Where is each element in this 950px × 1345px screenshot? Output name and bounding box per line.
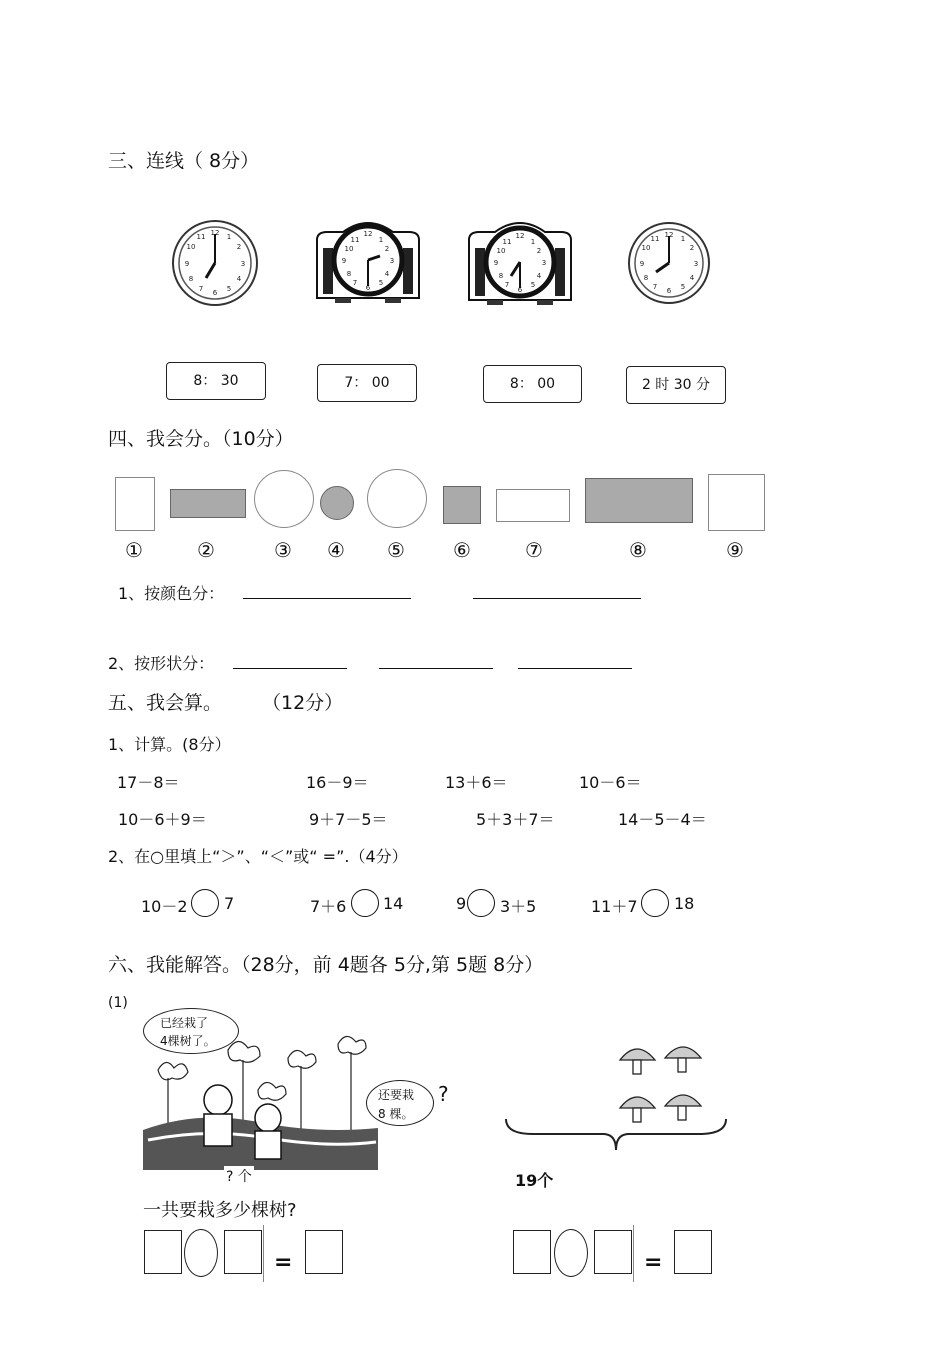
time-box: 8： 30 (166, 362, 266, 400)
svg-text:7: 7 (504, 281, 510, 289)
calc-item: 17－8＝ (117, 773, 180, 792)
answer-box[interactable] (513, 1230, 551, 1274)
svg-text:12: 12 (664, 231, 674, 239)
bubble-text: 还要栽 (378, 1088, 415, 1102)
svg-text:11: 11 (196, 233, 206, 241)
answer-box[interactable] (305, 1230, 343, 1274)
svg-text:3: 3 (389, 257, 395, 265)
compare-circle[interactable] (191, 889, 219, 917)
svg-text:11: 11 (350, 236, 360, 244)
svg-text:11: 11 (650, 235, 660, 243)
svg-text:9: 9 (493, 259, 499, 267)
svg-text:10: 10 (496, 247, 506, 255)
svg-text:1: 1 (680, 235, 686, 243)
operator-oval[interactable] (184, 1229, 218, 1277)
calc-item: 14－5－4＝ (618, 810, 707, 829)
section5-title: 五、我会算。 (108, 692, 223, 714)
shape-rect-gray (170, 489, 246, 518)
svg-text:1: 1 (378, 236, 384, 244)
separator (633, 1225, 634, 1282)
brace-icon (503, 1116, 729, 1156)
shape-number: ⑥ (453, 538, 471, 562)
separator (263, 1225, 264, 1282)
svg-text:7: 7 (352, 279, 358, 287)
calc-item: 9＋7－5＝ (309, 810, 388, 829)
calc-item: 10－6＋9＝ (118, 810, 207, 829)
answer-line[interactable] (473, 598, 641, 599)
answer-box[interactable] (144, 1230, 182, 1274)
shape-rect-tall (115, 477, 155, 531)
equals-sign: = (274, 1250, 293, 1275)
svg-text:8: 8 (346, 270, 352, 278)
shape-sort-label: 2、按形状分： (108, 654, 215, 673)
tree-question: 一共要栽多少棵树? (143, 1200, 297, 1221)
compare-left: 7＋6 (310, 897, 347, 916)
svg-text:6: 6 (666, 287, 672, 295)
time-box: 7： 00 (317, 364, 417, 402)
svg-text:8: 8 (643, 274, 649, 282)
section6-title: 六、我能解答。（28分，前 4题各 5分,第 5题 8分） (108, 954, 544, 976)
equals-sign: = (644, 1250, 663, 1275)
shape-number: ③ (274, 538, 292, 562)
answer-line[interactable] (243, 598, 411, 599)
shape-number: ⑧ (629, 538, 647, 562)
question-mark: ? (438, 1082, 449, 1106)
unknown-count: ? 个 (224, 1166, 254, 1186)
svg-text:7: 7 (652, 283, 658, 291)
round-clock-icon (170, 218, 260, 308)
shape-rect (496, 489, 570, 522)
svg-text:3: 3 (541, 259, 547, 267)
svg-text:4: 4 (236, 275, 242, 283)
svg-text:5: 5 (680, 283, 686, 291)
time-box: 8： 00 (483, 365, 582, 403)
svg-text:10: 10 (344, 245, 354, 253)
svg-text:8: 8 (188, 275, 194, 283)
svg-text:12: 12 (515, 232, 525, 240)
svg-text:12: 12 (210, 229, 220, 237)
svg-text:11: 11 (502, 238, 512, 246)
answer-box[interactable] (594, 1230, 632, 1274)
mantel-clock-icon (465, 218, 575, 308)
svg-text:2: 2 (536, 247, 542, 255)
shape-number: ⑦ (525, 538, 543, 562)
shape-number: ④ (327, 538, 345, 562)
svg-text:5: 5 (378, 279, 384, 287)
bubble-text: 8 棵。 (378, 1107, 414, 1121)
svg-text:8: 8 (498, 272, 504, 280)
shape-square-gray (443, 486, 481, 524)
svg-text:9: 9 (184, 260, 190, 268)
shape-circle (367, 469, 427, 528)
problem-label: (1) (108, 995, 128, 1011)
compare-left: 10－2 (141, 897, 188, 916)
shape-number: ① (125, 538, 143, 562)
mantel-clock-icon (313, 218, 423, 304)
compare-left: 11＋7 (591, 897, 638, 916)
bubble-text: 已经栽了 (160, 1016, 209, 1030)
svg-text:2: 2 (236, 243, 242, 251)
bubble-text: 4棵树了。 (160, 1034, 216, 1048)
svg-text:1: 1 (226, 233, 232, 241)
shape-number: ⑨ (726, 538, 744, 562)
shape-rect-gray (585, 478, 693, 523)
compare-right: 7 (224, 894, 235, 913)
svg-text:6: 6 (517, 286, 523, 294)
compare-right: 18 (674, 894, 695, 913)
svg-text:5: 5 (226, 285, 232, 293)
answer-line[interactable] (379, 668, 493, 669)
compare-right: 14 (383, 894, 404, 913)
compare-circle[interactable] (351, 889, 379, 917)
answer-box[interactable] (674, 1230, 712, 1274)
svg-text:2: 2 (689, 244, 695, 252)
compare-right: 3＋5 (500, 897, 537, 916)
shape-circle-gray (320, 486, 354, 520)
compare-circle[interactable] (641, 889, 669, 917)
calc-item: 10－6＝ (579, 773, 642, 792)
calc-item: 16－9＝ (306, 773, 369, 792)
svg-text:3: 3 (693, 260, 699, 268)
calc-label: 1、计算。(8分） (108, 735, 231, 754)
answer-line[interactable] (518, 668, 632, 669)
section4-title: 四、我会分。（10分） (108, 428, 294, 450)
time-box: 2 时 30 分 (626, 366, 726, 404)
svg-text:4: 4 (536, 272, 542, 280)
compare-circle[interactable] (467, 889, 495, 917)
svg-text:7: 7 (198, 285, 204, 293)
svg-text:10: 10 (641, 244, 651, 252)
svg-text:12: 12 (363, 230, 373, 238)
svg-text:6: 6 (365, 284, 371, 292)
round-clock-icon (622, 218, 716, 308)
compare-left: 9 (456, 894, 467, 913)
compare-label: 2、在○里填上“＞”、“＜”或“ =”.（4分） (108, 847, 408, 866)
svg-text:9: 9 (639, 260, 645, 268)
svg-text:3: 3 (240, 260, 246, 268)
section5-points: （12分） (262, 692, 344, 714)
svg-text:5: 5 (530, 281, 536, 289)
svg-text:1: 1 (530, 238, 536, 246)
shape-number: ⑤ (387, 538, 405, 562)
svg-text:10: 10 (186, 243, 196, 251)
answer-line[interactable] (233, 668, 347, 669)
total-label: 19个 (515, 1171, 554, 1190)
svg-text:2: 2 (384, 245, 390, 253)
answer-box[interactable] (224, 1230, 262, 1274)
svg-text:6: 6 (212, 289, 218, 297)
shape-circle (254, 470, 314, 528)
svg-text:4: 4 (689, 274, 695, 282)
calc-item: 5＋3＋7＝ (476, 810, 555, 829)
shape-number: ② (197, 538, 215, 562)
section3-title: 三、连线（ 8分） (108, 150, 260, 172)
shape-square (708, 474, 765, 531)
svg-text:4: 4 (384, 270, 390, 278)
svg-text:9: 9 (341, 257, 347, 265)
calc-item: 13＋6＝ (445, 773, 508, 792)
operator-oval[interactable] (554, 1229, 588, 1277)
color-sort-label: 1、按颜色分： (118, 584, 225, 603)
